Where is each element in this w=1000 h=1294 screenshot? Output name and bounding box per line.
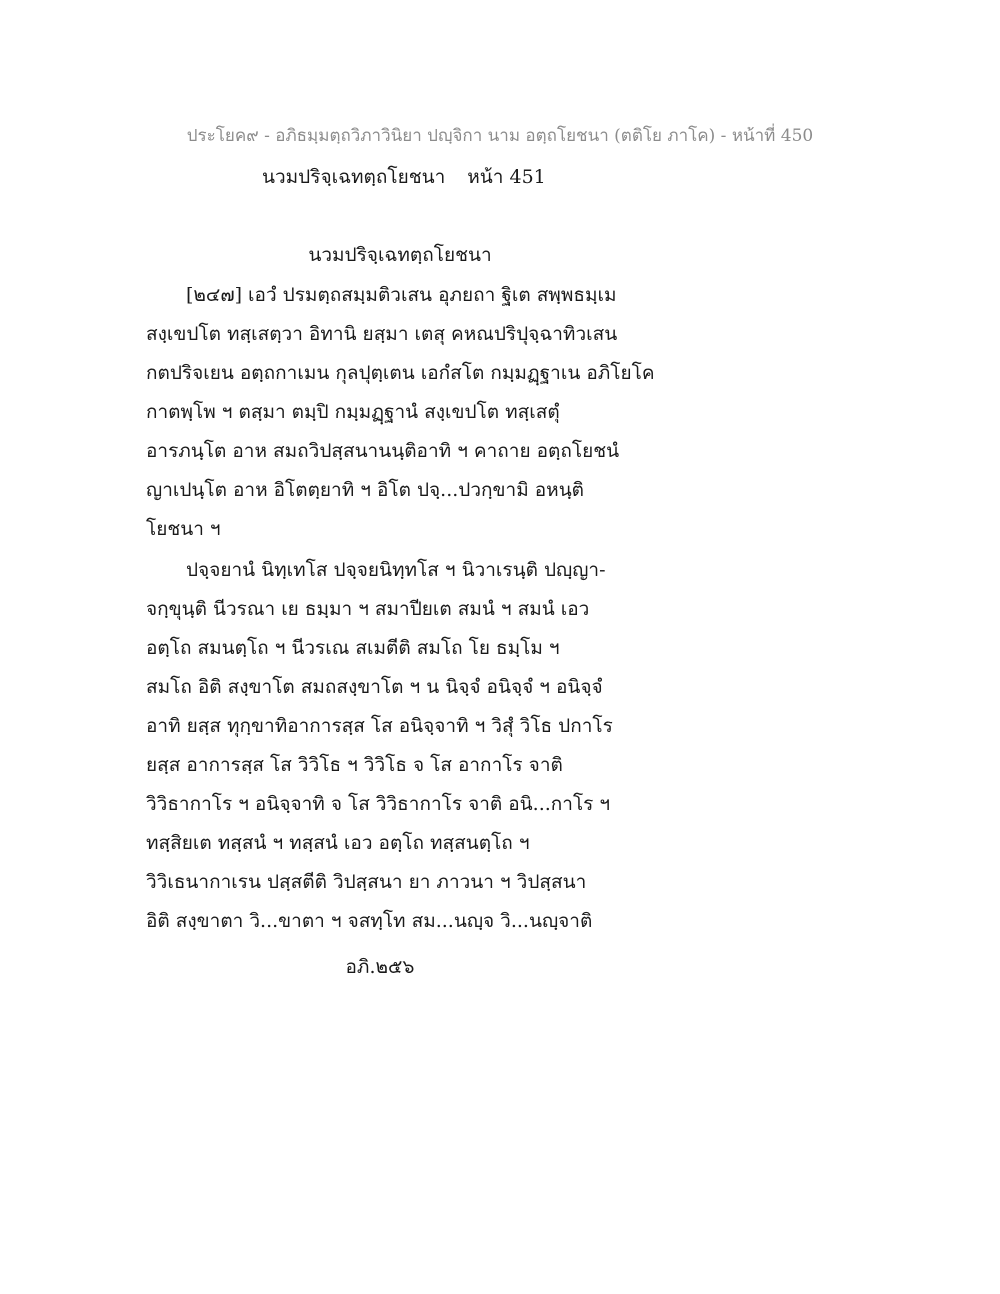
text-line: สงฺเขปโต ทสฺเสตฺวา อิทานิ ยสฺมา เตสุ คหณปริปุจฺฉาทิวเสน [146,323,618,345]
body-text [146,276,746,941]
text-line: [๒๔๗] เอวํ ปรมตฺถสมฺมติวเสน อุภยถา ฐิเต สพฺพธมฺเม [186,284,617,306]
text-line: วิวิธากาโร ฯ อนิจฺจาทิ จ โส วิวิธากาโร จาติ อนิ...กาโร ฯ [146,793,611,815]
text-line: โยชนา ฯ [146,518,221,540]
text-line: ยสฺส อาการสฺส โส วิวิโธ ฯ วิวิโธ จ โส อากาโร จาติ [146,754,563,776]
page-heading [262,162,546,192]
text-line: ทสฺสิยเต ทสฺสนํ ฯ ทสฺสนํ เอว อตฺโถ ทสฺสนตฺโถ ฯ [146,832,530,854]
text-line: อตฺโถ สมนตฺโถ ฯ นีวรเณ สเมตีติ สมโถ โย ธมฺโม ฯ [146,637,560,659]
text-line: อารภนฺโต อาห สมถวิปสฺสนานนฺติอาทิ ฯ คาถาย อตฺถโยชนํ [146,440,620,462]
text-line: ญาเปนฺโต อาห อิโตตฺยาทิ ฯ อิโต ปจฺ...ปวกฺขามิ อหนฺติ [146,479,585,501]
text-line: ปจฺจยานํ นิทฺเทโส ปจฺจยนิทฺทโส ฯ นิวาเรนฺติ ปญฺญา- [186,559,606,581]
text-line: จกฺขุนฺติ นีวรณา เย ธมฺมา ฯ สมาปียเต สมนํ ฯ สมนํ เอว [146,598,590,620]
running-header: ประโยค๙ - อภิธมฺมตฺถวิภาวินิยา ปญฺจิกา นาม อตฺถโยชนา (ตติโย ภาโค) - หน้าที่ 450 [186,126,814,146]
page-number-label: หน้า 451 [467,166,546,188]
page-heading-title: นวมปริจฺเฉทตฺถโยชนา [262,166,446,188]
text-line: วิวิเธนากาเรน ปสฺสตีติ วิปสฺสนา ยา ภาวนา ฯ วิปสฺสนา [146,871,587,893]
chapter-title: นวมปริจฺเฉทตฺถโยชนา [308,244,492,266]
text-line: สมโถ อิติ สงฺขาโต สมถสงฺขาโต ฯ น นิจฺจํ อนิจฺจํ ฯ อนิจฺจํ [146,676,603,698]
text-line: อิติ สงฺขาตา วิ...ขาตา ฯ จสทฺโท สม...นญฺจ วิ...นญฺจาติ [146,910,593,932]
text-line: กาตพฺโพ ฯ ตสฺมา ตมฺปิ กมฺมฏฺฐานํ สงฺเขปโต ทสฺเสตุํ [146,401,560,423]
page-footer: อภิ.๒๕๖ [345,956,415,978]
text-line: อาทิ ยสฺส ทุกฺขาทิอาการสฺส โส อนิจฺจาทิ ฯ วิสุํ วิโธ ปกาโร [146,715,613,737]
text-line: กตปริจเยน อตฺถกาเมน กุลปุตฺเตน เอกํสโต กมฺมฏฺฐาเน อภิโยโค [146,362,655,384]
